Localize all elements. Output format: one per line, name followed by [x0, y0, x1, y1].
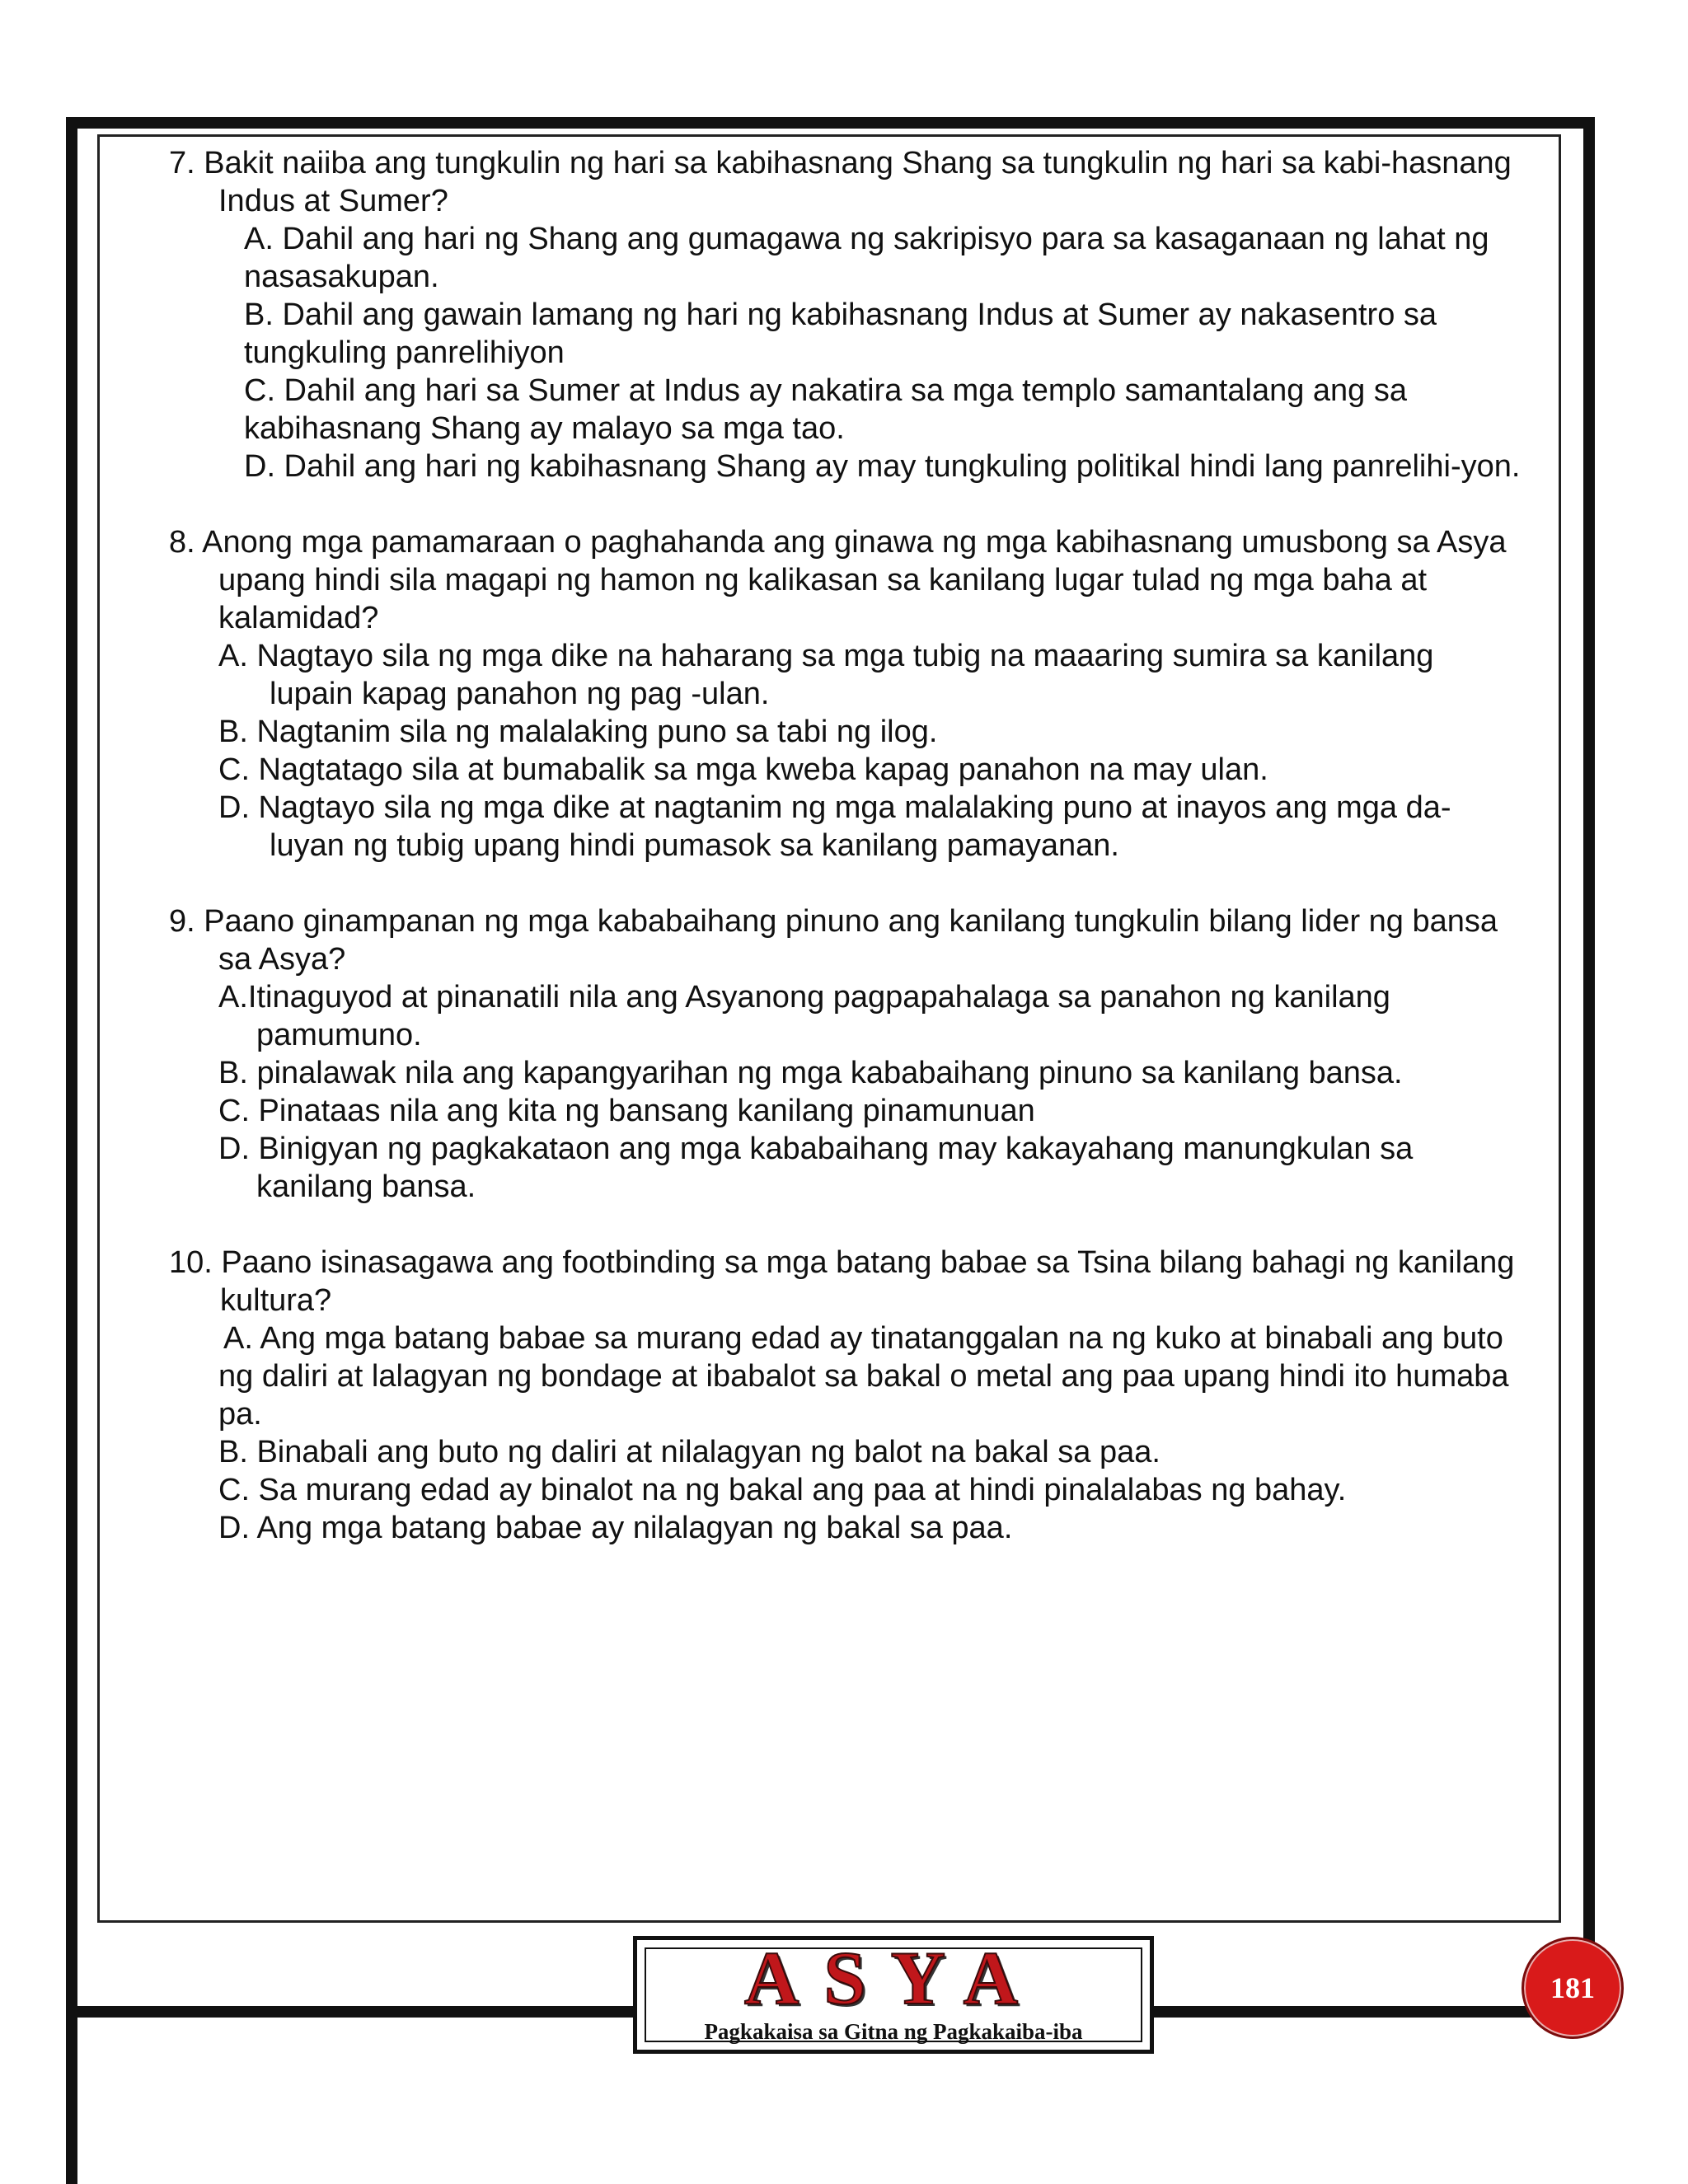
choice-c: C. Pinataas nila ang kita ng bansang kanilang pinamunuan — [218, 1094, 1035, 1128]
question-stem: 8. Anong mga pamamaraan o paghahanda ang ginawa ng mga kabihasnang umusbong sa Asya upang hindi sila magapi ng hamon ng kalikasan sa kanilang lugar tulad ng mga baha at kalamidad? — [169, 525, 1507, 635]
question-7 — [169, 144, 1521, 485]
choice-b: B. pinalawak nila ang kapangyarihan ng mga kababaihang pinuno sa kanilang bansa. — [218, 1056, 1403, 1090]
logo-subtitle: Pagkakaisa sa Gitna ng Pagkakaiba-iba — [704, 2019, 1083, 2044]
logo-title: ASYA — [743, 1936, 1043, 2020]
choice-b: B. Nagtanim sila ng malalaking puno sa tabi ng ilog. — [218, 715, 938, 749]
choice-b: B. Binabali ang buto ng daliri at nilalagyan ng balot na bakal sa paa. — [218, 1435, 1160, 1469]
choice-a: A. Ang mga batang babae sa murang edad ay tinatanggalan na ng kuko at binabali ang buto ng daliri at lalagyan ng bondage at ibabalot sa bakal o metal ang paa upang hindi ito humaba pa. — [218, 1321, 1509, 1432]
questions-section — [169, 144, 1521, 1547]
question-9 — [169, 902, 1521, 1206]
question-8 — [169, 523, 1521, 865]
choice-a: A.Itinaguyod at pinanatili nila ang Asyanong pagpapahalaga sa panahon ng kanilang pamumuno. — [218, 980, 1390, 1052]
choice-d: D. Nagtayo sila ng mga dike at nagtanim ng mga malalaking puno at inayos ang mga da-luyan ng tubig upang hindi pumasok sa kanilang pamayanan. — [218, 790, 1451, 863]
page-frame-top — [66, 117, 1595, 129]
question-10 — [169, 1244, 1521, 1547]
choice-a: A. Nagtayo sila ng mga dike na haharang sa mga tubig na maaaring sumira sa kanilang lupain kapag panahon ng pag -ulan. — [218, 639, 1434, 711]
question-stem: 7. Bakit naiiba ang tungkulin ng hari sa kabihasnang Shang sa tungkulin ng hari sa kabi-hasnang Indus at Sumer? — [169, 146, 1512, 218]
choice-c: C. Nagtatago sila at bumabalik sa mga kweba kapag panahon na may ulan. — [218, 752, 1268, 787]
choice-b: B. Dahil ang gawain lamang ng hari ng kabihasnang Indus at Sumer ay nakasentro sa tungkuling panrelihiyon — [244, 298, 1437, 370]
page-number: 181 — [1550, 1971, 1595, 2004]
page-frame-left — [66, 117, 77, 2184]
asya-logo — [633, 1936, 1154, 2054]
question-stem: 9. Paano ginampanan ng mga kababaihang pinuno ang kanilang tungkulin bilang lider ng bansa sa Asya? — [169, 904, 1498, 977]
choice-d: D. Dahil ang hari ng kabihasnang Shang ay may tungkuling politikal hindi lang panrelihi-yon. — [244, 449, 1521, 484]
question-stem: 10. Paano isinasagawa ang footbinding sa mga batang babae sa Tsina bilang bahagi ng kanilang kultura? — [169, 1245, 1515, 1318]
choice-a: A. Dahil ang hari ng Shang ang gumagawa ng sakripisyo para sa kasaganaan ng lahat ng nasasakupan. — [244, 222, 1489, 294]
choice-c: C. Dahil ang hari sa Sumer at Indus ay nakatira sa mga templo samantalang ang sa kabihasnang Shang ay malayo sa mga tao. — [244, 373, 1407, 446]
choice-c: C. Sa murang edad ay binalot na ng bakal ang paa at hindi pinalalabas ng bahay. — [218, 1473, 1347, 1507]
page-number-badge — [1522, 1937, 1624, 2039]
page-frame-right — [1583, 117, 1595, 2018]
choice-d: D. Ang mga batang babae ay nilalagyan ng bakal sa paa. — [218, 1511, 1013, 1545]
choice-d: D. Binigyan ng pagkakataon ang mga kababaihang may kakayahang manungkulan sa kanilang bansa. — [218, 1132, 1414, 1204]
